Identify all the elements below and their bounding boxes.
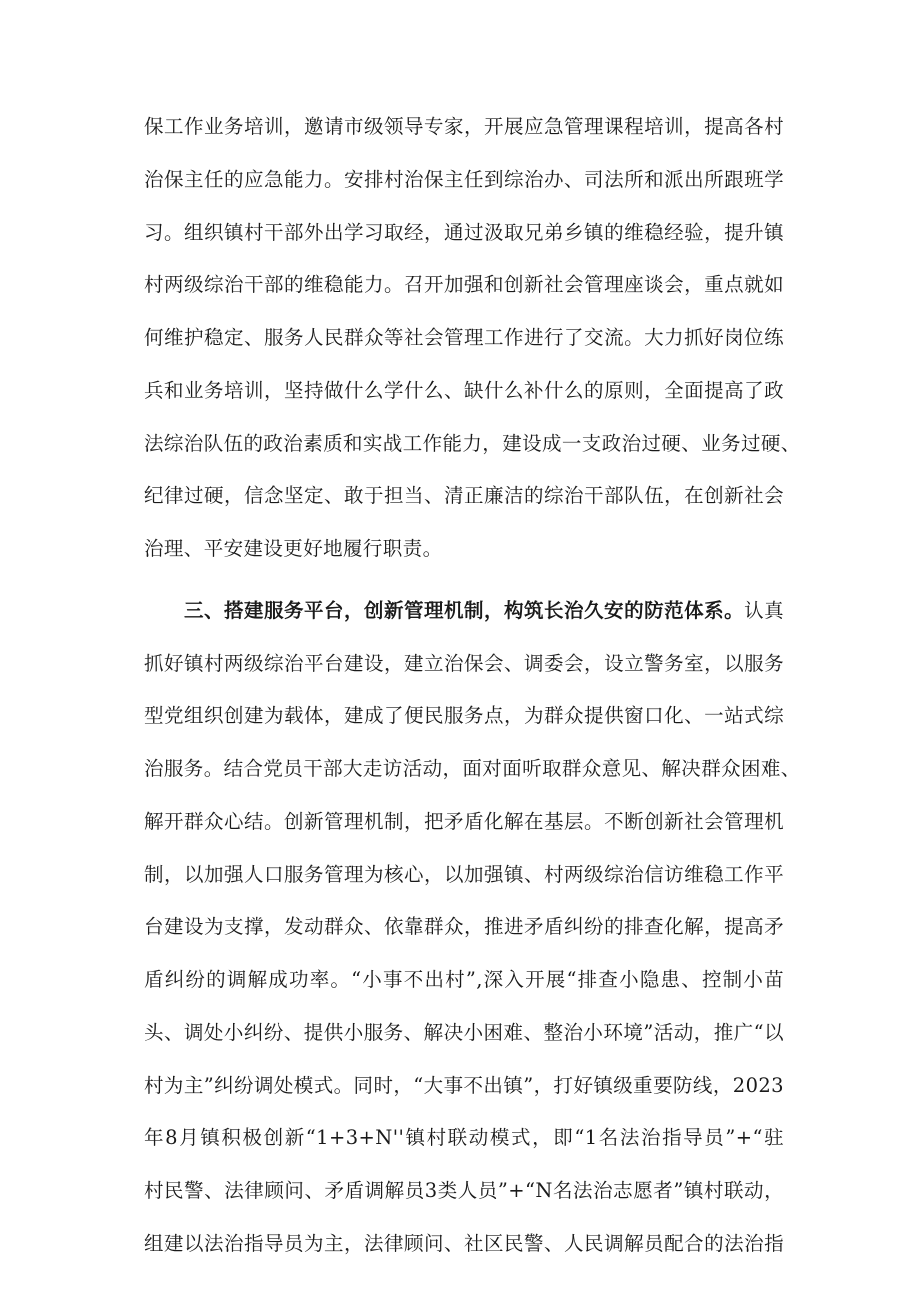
text-line: 治理、平安建设更好地履行职责。 <box>144 537 443 560</box>
text-line: 制，以加强人口服务管理为核心，以加强镇、村两级综治信访维稳工作平 <box>144 863 784 886</box>
text-line: 村为主”纠纷调处模式。同时，“大事不出镇”，打好镇级重要防线，2023 <box>144 1074 784 1097</box>
text-line: 习。组织镇村干部外出学习取经，通过汲取兄弟乡镇的维稳经验，提升镇 <box>144 221 784 244</box>
text-line: 兵和业务培训，坚持做什么学什么、缺什么补什么的原则，全面提高了政 <box>144 379 784 402</box>
text-line: 村两级综治干部的维稳能力。召开加强和创新社会管理座谈会，重点就如 <box>144 273 784 296</box>
text-line: 治服务。结合党员干部大走访活动，面对面听取群众意见、解决群众困难、 <box>144 757 801 780</box>
text-line: 组建以法治指导员为主，法律顾问、社区民警、人民调解员配合的法治指 <box>144 1232 784 1255</box>
text-line: 法综治队伍的政治素质和实战工作能力，建设成一支政治过硬、业务过硬、 <box>144 432 801 455</box>
section-heading-line <box>184 597 784 625</box>
text-line: 台建设为支撑，发动群众、依靠群众，推进矛盾纠纷的排查化解，提高矛 <box>144 915 784 938</box>
section-heading: 三、搭建服务平台，创新管理机制，构筑长治久安的防范体系。 <box>184 599 745 622</box>
text-line: 治保主任的应急能力。安排村治保主任到综治办、司法所和派出所跟班学 <box>144 168 784 191</box>
text-line: 盾纠纷的调解成功率。“小事不出村”,深入开展“排查小隐患、控制小苗 <box>144 968 784 991</box>
text-line: 保工作业务培训，邀请市级领导专家，开展应急管理课程培训，提高各村 <box>144 115 784 138</box>
text-line: 型党组织创建为载体，建成了便民服务点，为群众提供窗口化、一站式综 <box>144 704 784 727</box>
text-line: 解开群众心结。创新管理机制，把矛盾化解在基层。不断创新社会管理机 <box>144 810 784 833</box>
text-line: 年8月镇积极创新“1+3+N''镇村联动模式，即“1名法治指导员”+“驻 <box>144 1126 784 1149</box>
text-line: 头、调处小纠纷、提供小服务、解决小困难、整治小环境”活动，推广“以 <box>144 1021 784 1044</box>
text-line: 村民警、法律顾问、矛盾调解员3类人员”+“N名法治志愿者”镇村联动， <box>144 1179 784 1202</box>
heading-continuation: 认真 <box>744 599 784 622</box>
text-line: 何维护稳定、服务人民群众等社会管理工作进行了交流。大力抓好岗位练 <box>144 326 784 349</box>
text-line: 抓好镇村两级综治平台建设，建立治保会、调委会，设立警务室，以服务 <box>144 652 784 675</box>
text-line: 纪律过硬，信念坚定、敢于担当、清正廉洁的综治干部队伍，在创新社会 <box>144 484 784 507</box>
